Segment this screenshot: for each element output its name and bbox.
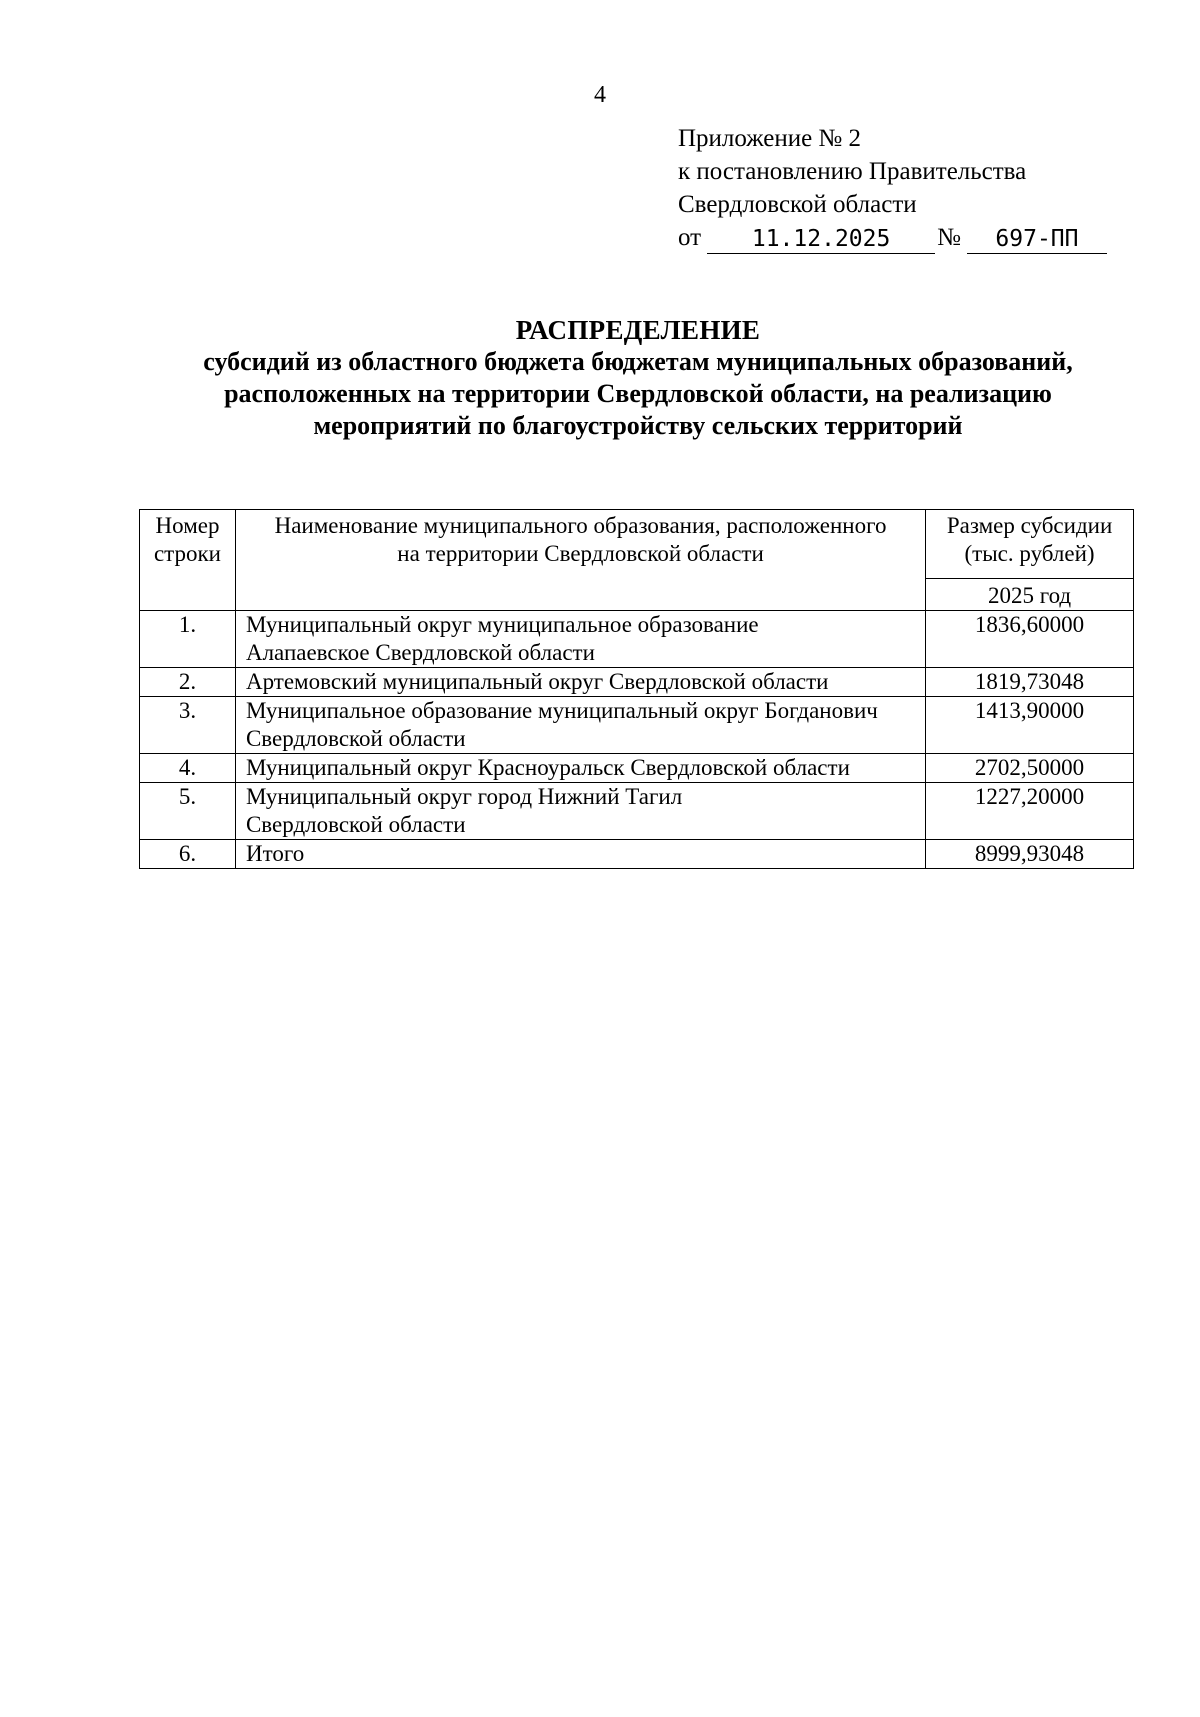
header-amount-line-1: Размер субсидии	[946, 513, 1113, 538]
municipality-name-line-2: Свердловской области	[245, 726, 466, 751]
municipality-name-cell	[235, 783, 925, 840]
subsidy-amount-cell: 8999,93048	[926, 840, 1134, 869]
municipality-name-line-1: Муниципальное образование муниципальный округ Богданович	[245, 698, 878, 723]
municipality-name-line-1: Муниципальный округ муниципальное образование	[245, 612, 759, 637]
document-title	[100, 314, 1176, 442]
appendix-region-line: Свердловской области	[678, 191, 917, 218]
subsidy-table	[139, 509, 1134, 869]
appendix-title: Приложение № 2	[678, 125, 862, 152]
header-name-line-1: Наименование муниципального образования, расположенного	[274, 513, 887, 538]
municipality-name-cell	[235, 754, 925, 783]
table-header-row	[140, 510, 1134, 579]
table-row	[140, 668, 1134, 697]
subsidy-amount-cell: 2702,50000	[926, 754, 1134, 783]
header-row-number	[140, 510, 236, 611]
municipality-name-line-2: Свердловской области	[245, 812, 466, 837]
municipality-name-line-1: Муниципальный округ Красноуральск Свердловской области	[245, 755, 850, 780]
municipality-name-cell	[235, 611, 925, 668]
table-row	[140, 611, 1134, 668]
row-number-cell: 1.	[140, 611, 236, 668]
header-name-line-2: на территории Свердловской области	[397, 541, 764, 566]
order-number: 697-ПП	[967, 226, 1107, 254]
appendix-resolution-line: к постановлению Правительства	[678, 158, 1027, 185]
table-row	[140, 840, 1134, 869]
appendix-order-line	[678, 221, 1107, 254]
header-row-number-line-1: Номер	[155, 513, 220, 538]
header-municipality-name	[235, 510, 925, 611]
table-body	[140, 611, 1134, 869]
subsidy-table-wrapper	[139, 509, 1134, 869]
title-line-2: расположенных на территории Свердловской области, на реализацию	[224, 379, 1052, 408]
page-number: 4	[594, 82, 606, 108]
title-heading: РАСПРЕДЕЛЕНИЕ	[515, 315, 761, 345]
order-date: 11.12.2025	[707, 226, 935, 254]
row-number-cell: 5.	[140, 783, 236, 840]
subsidy-amount-cell: 1819,73048	[926, 668, 1134, 697]
title-line-1: субсидий из областного бюджета бюджетам муниципальных образований,	[203, 347, 1073, 376]
table-row	[140, 783, 1134, 840]
subsidy-amount-cell: 1836,60000	[926, 611, 1134, 668]
title-line-3: мероприятий по благоустройству сельских территорий	[313, 411, 963, 440]
date-prefix: от	[678, 224, 702, 251]
subsidy-amount-cell: 1227,20000	[926, 783, 1134, 840]
header-year: 2025 год	[926, 579, 1134, 611]
appendix-block	[678, 122, 1107, 254]
municipality-name-line-1: Муниципальный округ город Нижний Тагил	[245, 784, 683, 809]
municipality-name-cell	[235, 668, 925, 697]
header-amount-line-2: (тыс. рублей)	[964, 541, 1095, 566]
number-sign: №	[937, 224, 961, 251]
municipality-name-line-1: Итого	[245, 841, 305, 866]
subsidy-amount-cell: 1413,90000	[926, 697, 1134, 754]
row-number-cell: 3.	[140, 697, 236, 754]
table-row	[140, 754, 1134, 783]
header-subsidy-amount	[926, 510, 1134, 579]
row-number-cell: 2.	[140, 668, 236, 697]
municipality-name-line-2: Алапаевское Свердловской области	[245, 640, 595, 665]
municipality-name-line-1: Артемовский муниципальный округ Свердловской области	[245, 669, 829, 694]
header-row-number-line-2: строки	[153, 541, 221, 566]
municipality-name-cell	[235, 840, 925, 869]
municipality-name-cell	[235, 697, 925, 754]
table-row	[140, 697, 1134, 754]
row-number-cell: 4.	[140, 754, 236, 783]
row-number-cell: 6.	[140, 840, 236, 869]
